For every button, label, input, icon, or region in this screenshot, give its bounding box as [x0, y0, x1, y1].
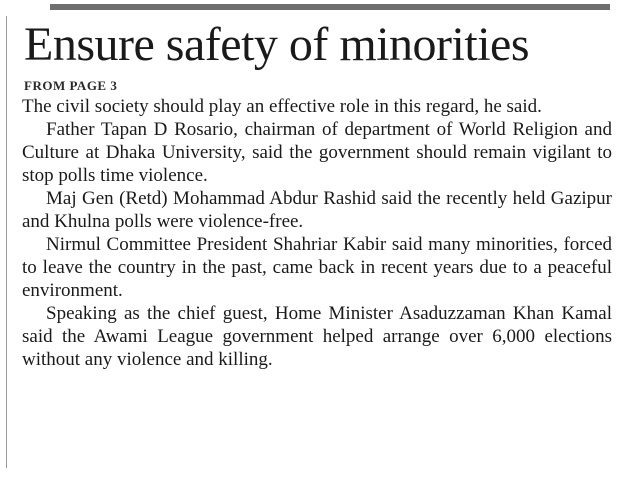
paragraph: Speaking as the chief guest, Home Minister Asaduzzaman Khan Kamal said the Awami League government helped arrange over 6,000 elections without any violence and killing.: [22, 303, 612, 370]
article-body: [22, 95, 612, 371]
paragraph: The civil society should play an effective role in this regard, he said.: [22, 96, 542, 117]
top-rule: [50, 4, 610, 10]
continuation-label: FROM PAGE 3: [24, 78, 118, 93]
paragraph: Maj Gen (Retd) Mohammad Abdur Rashid said the recently held Gazipur and Khulna polls were violence-free.: [22, 188, 612, 232]
paragraph: Father Tapan D Rosario, chairman of department of World Religion and Culture at Dhaka University, said the government should remain vigilant to stop polls time violence.: [22, 119, 612, 186]
column-rule: [6, 16, 7, 468]
paragraph: Nirmul Committee President Shahriar Kabir said many minorities, forced to leave the country in the past, came back in recent years due to a peaceful environment.: [22, 234, 612, 301]
headline: Ensure safety of minorities: [24, 18, 530, 71]
